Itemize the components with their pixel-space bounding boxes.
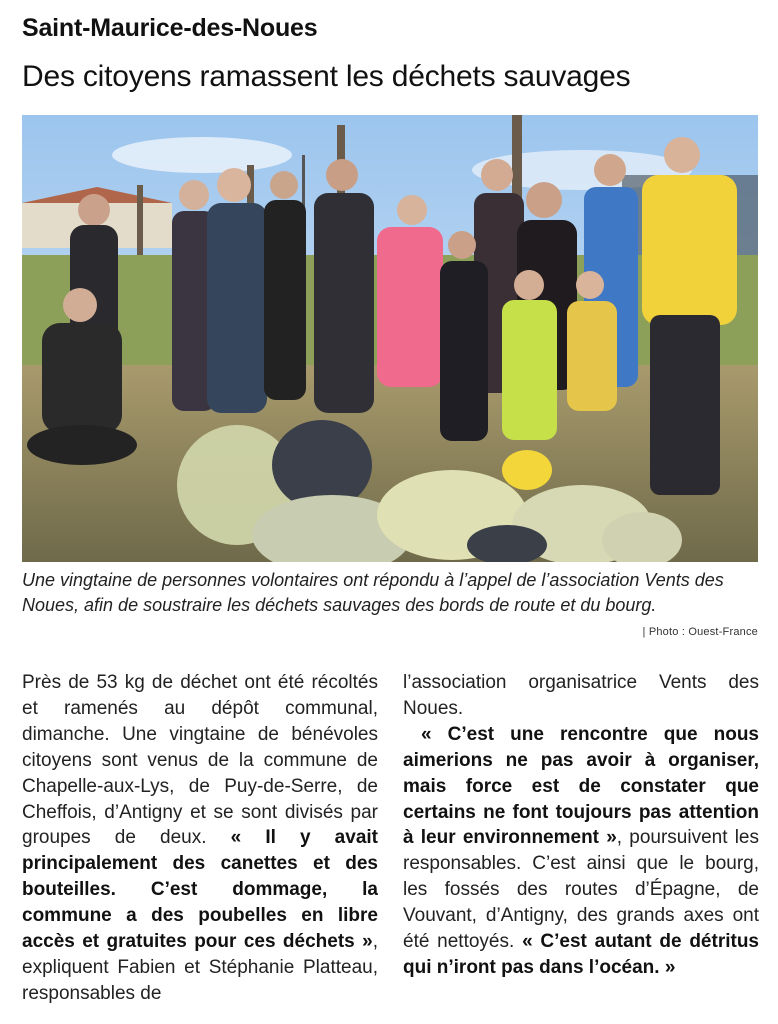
body-text: , expliquent Fabien et Stéphanie Platteau, responsables de — [22, 931, 378, 1004]
quote-bold: « C’est autant de détritus qui n’iront pas dans l’océan. » — [403, 931, 759, 978]
article-body-left — [22, 670, 378, 1007]
photo-caption: Une vingtaine de personnes volontaires ont répondu à l’appel de l’association Vents des Noues, afin de soustraire les déchets sauvages des bords de route et du bourg. — [22, 570, 724, 615]
body-text: l’association organisatrice Vents des Noues. — [403, 672, 759, 719]
article-kicker: Saint-Maurice-des-Noues — [22, 14, 318, 42]
article-body-right — [403, 670, 759, 981]
photo-credit: | Photo : Ouest-France — [642, 626, 758, 638]
group-photo — [22, 115, 758, 562]
body-text: , poursuivent les responsables. C’est ainsi que le bourg, les fossés des routes d’Épagne, de Vouvant, d’Antigny, des grands axes ont été nettoyés. — [403, 827, 759, 953]
body-text: Près de 53 kg de déchet ont été récoltés et ramenés au dépôt communal, dimanche. Une vingtaine de bénévoles citoyens sont venus de la commune de Chapelle-aux-Lys, de Puy-de-Serre, de Cheffois, d’Antigny et se sont divisés par groupes de deux. — [22, 672, 378, 849]
quote-bold: « C’est une rencontre que nous aimerions ne pas avoir à organiser, mais force est de constater que certains ne font toujours pas attention à leur environnement » — [403, 723, 759, 849]
article-headline: Des citoyens ramassent les déchets sauvages — [22, 60, 631, 93]
quote-bold: « Il y avait principalement des canettes et des bouteilles. C’est dommage, la commune a des poubelles en libre accès et gratuites pour ces déchets » — [22, 827, 378, 953]
